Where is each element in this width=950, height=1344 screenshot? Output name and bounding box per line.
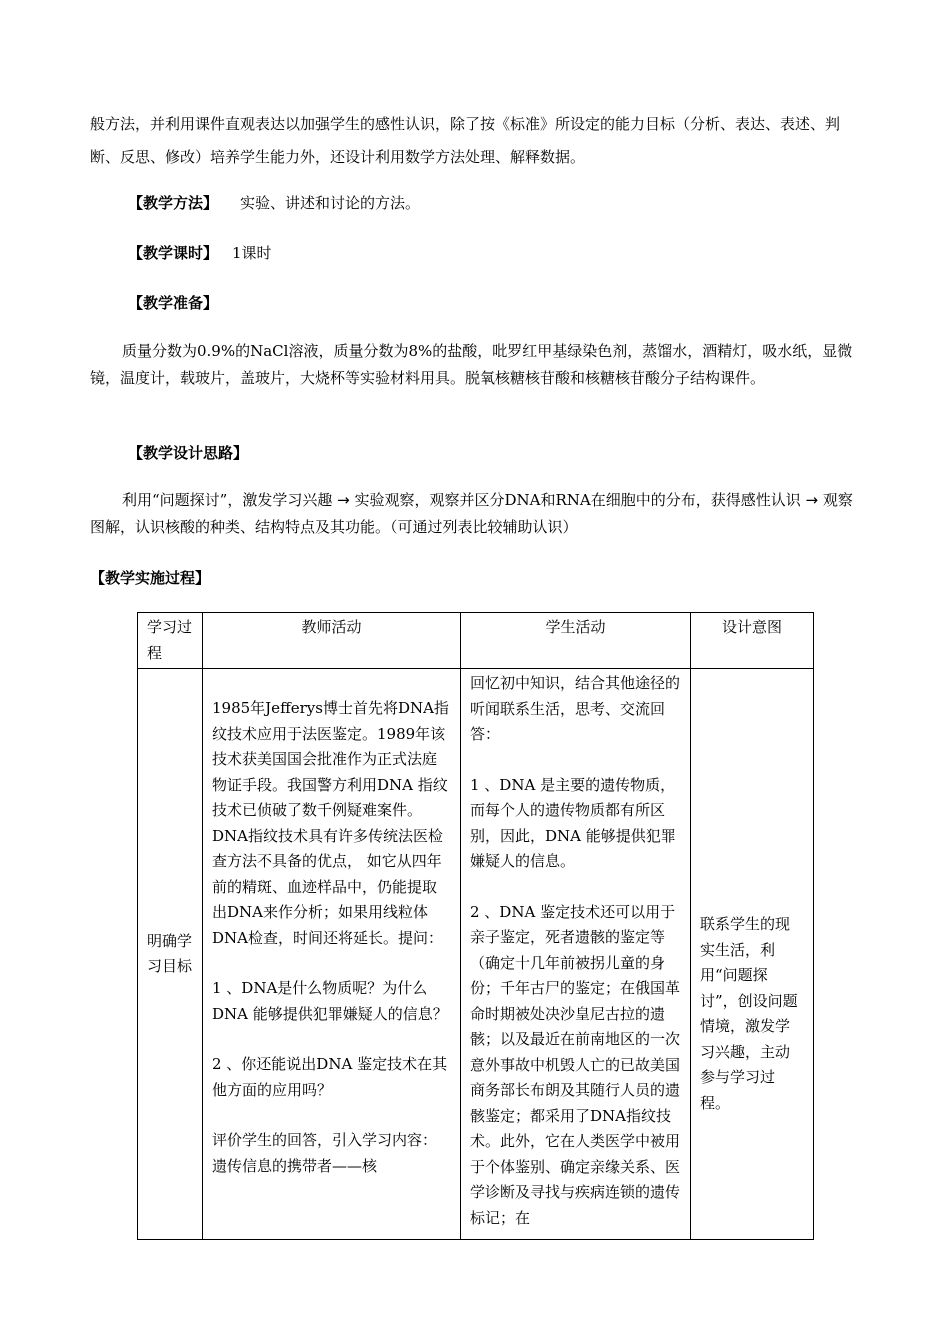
header-intent: 设计意图 <box>691 613 814 669</box>
teacher-intro: 1985年Jefferys博士首先将DNA指纹技术应用于法医鉴定。1989年该技术获美国国会批准作为正式法庭物证手段。我国警方利用DNA 指纹技术已侦破了数千例疑难案件。DNA指纹技术具有许多传统法医检查方法不具备的优点， 如它从四年前的精斑、血迹样品中，仍能提取出DNA来作分析；如果用线粒体DNA检查，时间还将延长。提问： <box>212 699 449 947</box>
teaching-process-table <box>137 612 814 1240</box>
arrow-icon: → <box>805 491 819 509</box>
design-part-2: 实验观察，观察并区分DNA和RNA在细胞中的分布，获得感性认识 <box>354 491 801 509</box>
design-part-1: 利用“问题探讨”，激发学习兴趣 <box>122 491 333 509</box>
header-student: 学生活动 <box>461 613 691 669</box>
student-answer-2: 2 、DNA 鉴定技术还可以用于亲子鉴定，死者遗骸的鉴定等（确定十几年前被拐儿童的身份；千年古尸的鉴定；在俄国革命时期被处决沙皇尼古拉的遗骸；以及最近在前南地区的一次意外事故中机毁人亡的已故美国商务部长布朗及其随行人员的遗骸鉴定；都采用了DNA指纹技术。此外，它在人类医学中被用于个体鉴别、确定亲缘关系、医学诊断及寻找与疾病连锁的遗传标记；在 <box>470 902 681 1227</box>
design-part-3: 观察图解，认识核酸的种类、结构特点及其功能。（可通过列表比较辅助认识） <box>90 491 853 536</box>
hours-heading: 【教学课时】 <box>128 244 219 262</box>
teacher-evaluation: 评价学生的回答，引入学习内容：遗传信息的携带者——核 <box>212 1131 438 1175</box>
intent-text: 联系学生的现实生活，利用“问题探讨”，创设问题情境，激发学习兴趣，主动参与学习过程。 <box>700 915 798 1112</box>
student-answer-1: 1 、DNA 是主要的遗传物质，而每个人的遗传物质都有所区别，因此，DNA 能够提供犯罪嫌疑人的信息。 <box>470 775 676 870</box>
prep-paragraph: 质量分数为0.9%的NaCl溶液，质量分数为8%的盐酸，吡罗红甲基绿染色剂，蒸馏水，酒精灯，吸水纸，显微镜，温度计，载玻片，盖玻片，大烧杯等实验材料用具。脱氧核糖核苷酸和核糖核苷酸分子结构课件。 <box>90 342 853 387</box>
arrow-icon: → <box>337 491 350 509</box>
stage-cell: 明确学习目标 <box>138 669 203 1240</box>
method-heading: 【教学方法】 <box>128 194 219 212</box>
design-heading: 【教学设计思路】 <box>128 444 249 462</box>
table-row <box>138 669 814 1240</box>
teacher-cell <box>203 669 461 1240</box>
prep-heading: 【教学准备】 <box>128 294 219 312</box>
intro-paragraph: 般方法，并利用课件直观表达以加强学生的感性认识，除了按《标准》所设定的能力目标（分析、表达、表述、判断、反思、修改）培养学生能力外，还设计利用数学方法处理、解释数据。 <box>90 115 841 166</box>
table-header-row <box>138 613 814 669</box>
student-cell <box>461 669 691 1240</box>
intent-cell <box>691 669 814 1240</box>
header-stage: 学习过程 <box>138 613 203 669</box>
process-heading: 【教学实施过程】 <box>90 569 211 587</box>
teacher-question-2: 2 、你还能说出DNA 鉴定技术在其他方面的应用吗？ <box>212 1055 448 1099</box>
header-teacher: 教师活动 <box>203 613 461 669</box>
student-intro: 回忆初中知识，结合其他途径的听闻联系生活，思考、交流回答： <box>470 674 681 743</box>
hours-value: 1课时 <box>232 244 272 262</box>
teacher-question-1: 1 、DNA是什么物质呢？为什么DNA 能够提供犯罪嫌疑人的信息？ <box>212 979 448 1023</box>
method-value: 实验、讲述和讨论的方法。 <box>240 194 421 212</box>
design-paragraph <box>90 487 865 541</box>
